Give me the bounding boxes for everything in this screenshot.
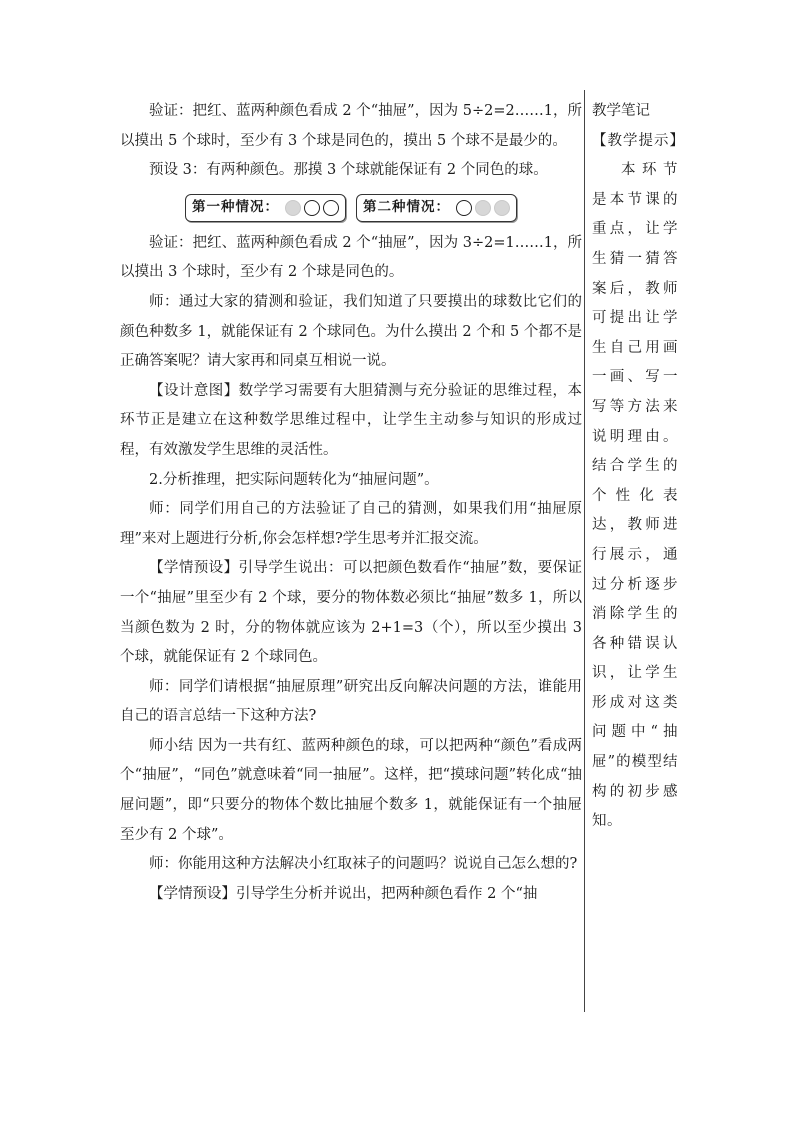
student-preset-paragraph-1: 【学情预设】引导学生说出：可以把颜色数看作“抽屉”数，要保证一个“抽屉”里至少有 2 个球，要分的物体数必须比“抽屉”数多 1，所以当颜色数为 2 时，分的物体就应该为 2+1=3（个），所以至少摸出 3 个球，就能保证有 2 个球同色。 — [120, 560, 582, 666]
hypothesis-3-paragraph: 预设 3：有两种颜色。那摸 3 个球就能保证有 2 个同色的球。 — [149, 162, 548, 179]
white-ball-icon — [456, 200, 472, 216]
white-ball-icon — [323, 200, 339, 216]
teacher-paragraph-1: 师：通过大家的猜测和验证，我们知道了只要摸出的球数比它们的颜色种数多 1，就能保证有 2 个球同色。为什么摸出 2 个和 5 个都不是正确答案呢？请大家再和同桌互相说一说。 — [120, 293, 582, 370]
gray-ball-icon — [285, 200, 301, 216]
verification-paragraph-1: 验证：把红、蓝两种颜色看成 2 个“抽屉”，因为 5÷2=2……1，所以摸出 5 个球时，至少有 3 个球是同色的，摸出 5 个球不是最少的。 — [120, 103, 582, 149]
case-boxes — [120, 191, 582, 225]
teaching-notes-sidebar — [592, 97, 685, 837]
notes-heading: 教学笔记 — [592, 103, 650, 119]
gray-ball-icon — [494, 200, 510, 216]
column-divider — [584, 90, 585, 1012]
case-1-label: 第一种情况： — [192, 198, 279, 215]
verification-paragraph-2: 验证：把红、蓝两种颜色看成 2 个“抽屉”，因为 3÷2=1……1，所以摸出 3 个球时，至少有 2 个球是同色的。 — [120, 234, 582, 281]
teacher-paragraph-3: 师：同学们请根据“抽屉原理”研究出反向解决问题的方法，谁能用自己的语言总结一下这种方法? — [120, 678, 582, 725]
white-ball-icon — [304, 200, 320, 216]
teacher-paragraph-2: 师：同学们用自己的方法验证了自己的猜测，如果我们用“抽屉原理”来对上题进行分析,你会怎样想?学生思考并汇报交流。 — [120, 501, 582, 547]
teacher-paragraph-4: 师：你能用这种方法解决小红取袜子的问题吗？说说自己怎么想的? — [149, 856, 578, 873]
section-heading-2: 2.分析推理，把实际问题转化为“抽屉问题”。 — [149, 471, 439, 488]
teacher-summary-paragraph: 师小结 因为一共有红、蓝两种颜色的球，可以把两种“颜色”看成两个“抽屉”，“同色”就意味着“同一抽屉”。这样，把“摸球问题”转化成“抽屉问题”，即“只要分的物体个数比抽屉个数多 1，就能保证有一个抽屉至少有 2 个球”。 — [120, 737, 582, 843]
case-2-label: 第二种情况： — [363, 198, 450, 215]
case-1-box — [185, 194, 346, 222]
design-intent-paragraph: 【设计意图】数学学习需要有大胆猜测与充分验证的思维过程，本环节正是建立在这种数学思维过程中，让学生主动参与知识的形成过程，有效激发学生思维的灵活性。 — [120, 382, 582, 458]
teaching-tips-body: 本环节是本节课的重点，让学生猜一猜答案后，教师可提出让学生自己用画一画、写一写等方法来说明理由。结合学生的个性化表达，教师进行展示，通过分析逐步消除学生的各种错误认识，让学生形成对这类问题中“抽屉”的模型结构的初步感知。 — [592, 162, 678, 830]
lesson-body — [120, 97, 582, 909]
teaching-tips-heading: 【教学提示】 — [592, 132, 685, 149]
gray-ball-icon — [475, 200, 491, 216]
case-2-box — [356, 194, 517, 222]
student-preset-paragraph-2: 【学情预设】引导学生分析并说出，把两种颜色看作 2 个“抽 — [149, 885, 538, 902]
